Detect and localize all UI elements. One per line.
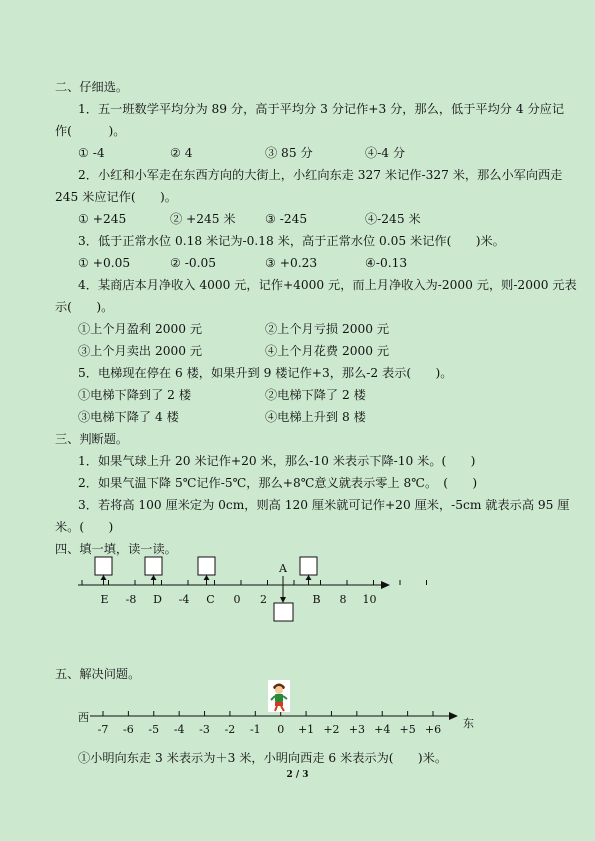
tick-label: -3 (199, 723, 210, 736)
arrow-a-head (280, 597, 286, 603)
q2-2-option-1[interactable]: ① +245 (78, 212, 127, 226)
tick-label: 0 (277, 723, 285, 736)
q2-3-option-2[interactable]: ② -0.05 (170, 256, 217, 270)
number-line-label: -4 (178, 593, 190, 606)
answer-box-b[interactable] (300, 557, 317, 575)
q2-1-text: 1．五一班数学平均分为 89 分，高于平均分 3 分记作+3 分，那么，低于平均分 4 分应记 (78, 102, 565, 116)
answer-box-e[interactable] (95, 557, 112, 575)
figure-shirt (275, 694, 283, 702)
q2-1-option-4[interactable]: ④-4 分 (365, 146, 406, 160)
q2-2-option-3[interactable]: ③ -245 (265, 212, 308, 226)
q2-4-option-1[interactable]: ①上个月盈利 2000 元 (78, 322, 203, 336)
arrow-c-head (204, 575, 210, 580)
q2-2-option-4[interactable]: ④-245 米 (365, 212, 421, 226)
answer-box-a[interactable] (274, 603, 293, 621)
q3-3-text: 3．若将高 100 厘米定为 0cm，则高 120 厘米就可记作+20 厘米，-5cm 就表示高 95 厘 (78, 498, 570, 512)
number-line-label: 10 (362, 593, 377, 606)
arrow-b-head (306, 575, 312, 580)
tick-label: -2 (224, 723, 236, 736)
number-line (78, 581, 390, 589)
section-3-title: 三、判断题。 (55, 432, 129, 446)
number-line-label: 8 (339, 593, 347, 606)
q5-1-text: ①小明向东走 3 米表示为＋3 米，小明向西走 6 米表示为( )米。 (78, 751, 448, 765)
tick-label: +1 (297, 723, 315, 736)
section-4-title: 四、填一填，读一读。 (55, 542, 177, 556)
section-2-title: 二、仔细选。 (55, 80, 129, 94)
q3-3-text-cont: 米。( ) (55, 520, 114, 534)
q2-5-option-1[interactable]: ①电梯下降到了 2 楼 (78, 388, 192, 402)
number-line-label: D (153, 593, 162, 606)
q3-1-text: 1．如果气球上升 20 米记作+20 米，那么-10 米表示下降-10 米。( ) (78, 454, 476, 468)
number-line-2-labels (98, 723, 441, 736)
number-line-labels (100, 593, 376, 606)
q2-1-option-3[interactable]: ③ 85 分 (265, 146, 313, 160)
q2-4-text-cont: 示( )。 (55, 300, 114, 314)
tick-label: -5 (148, 723, 160, 736)
point-a-label: A (279, 562, 287, 575)
tick-label: -7 (97, 723, 109, 736)
tick-label: +5 (399, 723, 416, 736)
section-5-title: 五、解决问题。 (55, 667, 141, 681)
q2-2-text-cont: 245 米应记作( )。 (55, 190, 177, 204)
number-line-ticks (82, 580, 427, 585)
q2-4-option-4[interactable]: ④上个月花费 2000 元 (265, 344, 390, 358)
tick-label: +4 (374, 723, 391, 736)
q2-5-text: 5．电梯现在停在 6 楼，如果升到 9 楼记作+3，那么-2 表示( )。 (78, 366, 453, 380)
boy-figure-icon (268, 680, 290, 712)
tick-label: -4 (173, 723, 185, 736)
q2-2-option-2[interactable]: ② +245 米 (170, 212, 236, 226)
figure-pants (275, 702, 283, 706)
number-line-label: C (206, 593, 215, 606)
tick-label: -1 (249, 723, 261, 736)
q2-3-text: 3．低于正常水位 0.18 米记为-0.18 米，高于正常水位 0.05 米记作( )米。 (78, 234, 505, 248)
number-line-label: 0 (233, 593, 241, 606)
q2-1-option-1[interactable]: ① -4 (78, 146, 105, 160)
q2-2-text: 2．小红和小军走在东西方向的大街上，小红向东走 327 米记作-327 米，那么小军向西走 (78, 168, 563, 182)
tick-label: +2 (323, 723, 340, 736)
q2-4-option-3[interactable]: ③上个月卖出 2000 元 (78, 344, 203, 358)
answer-box-d[interactable] (145, 557, 162, 575)
q2-3-option-3[interactable]: ③ +0.23 (265, 256, 318, 270)
q2-1-text-cont: 作( )。 (55, 124, 126, 138)
number-line-label: -8 (125, 593, 137, 606)
number-line-2-arrowhead (449, 712, 458, 720)
q2-5-option-2[interactable]: ②电梯下降了 2 楼 (265, 388, 366, 402)
tick-label: +3 (348, 723, 365, 736)
q2-3-option-4[interactable]: ④-0.13 (365, 256, 408, 270)
q3-2-text: 2．如果气温下降 5℃记作-5℃，那么+8℃意义就表示零上 8℃。 ( ) (78, 476, 478, 490)
east-label: 东 (463, 717, 474, 730)
number-line-arrowhead (381, 581, 390, 589)
tick-label: +6 (424, 723, 442, 736)
q2-4-option-2[interactable]: ②上个月亏损 2000 元 (265, 322, 390, 336)
tick-label: -6 (123, 723, 134, 736)
page-number: 2 / 3 (286, 770, 309, 780)
arrow-e-head (101, 575, 107, 580)
answer-box-c[interactable] (198, 557, 215, 575)
arrow-d-head (151, 575, 157, 580)
number-line-label: B (312, 593, 321, 606)
q2-1-option-2[interactable]: ② 4 (170, 146, 193, 160)
q2-5-option-4[interactable]: ④电梯上升到 8 楼 (265, 410, 366, 424)
q2-4-text: 4．某商店本月净收入 4000 元，记作+4000 元，而上月净收入为-2000 元，则-2000 元表 (78, 278, 577, 292)
number-line-label: E (100, 593, 109, 606)
q2-3-option-1[interactable]: ① +0.05 (78, 256, 131, 270)
west-label: 西 (78, 711, 89, 724)
q2-5-option-3[interactable]: ③电梯下降了 4 楼 (78, 410, 179, 424)
number-line-label: 2 (260, 593, 267, 606)
figure-face (275, 686, 283, 694)
